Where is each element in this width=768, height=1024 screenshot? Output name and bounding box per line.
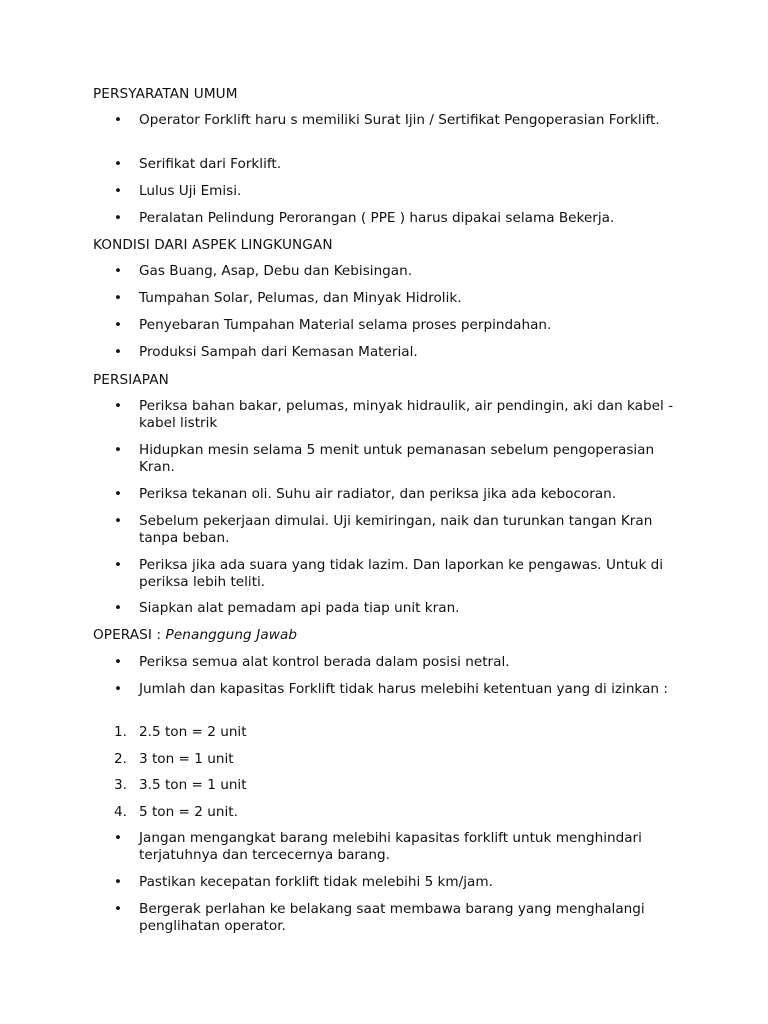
section-heading <box>93 627 297 644</box>
bullet-icon: • <box>114 156 123 172</box>
bullet-icon: • <box>114 183 123 199</box>
list-item-text: Gas Buang, Asap, Debu dan Kebisingan. <box>139 263 413 279</box>
list-item-text: Operator Forklift haru s memiliki Surat Ijin / Sertifikat Pengoperasian Forklift. <box>139 112 660 128</box>
item-number: 1. <box>114 724 127 740</box>
bullet-icon: • <box>114 290 123 306</box>
section-heading-label: OPERASI : <box>93 627 162 643</box>
bullet-icon: • <box>114 901 123 917</box>
bullet-icon: • <box>114 654 123 670</box>
section-heading-emphasis: Penanggung Jawab <box>165 627 298 643</box>
numbered-item-text: 2.5 ton = 2 unit <box>139 724 247 740</box>
numbered-item-text: 3 ton = 1 unit <box>139 751 234 767</box>
list-item-text: Periksa tekanan oli. Suhu air radiator, dan periksa jika ada kebocoran. <box>139 486 617 502</box>
list-item-text: Bergerak perlahan ke belakang saat membawa barang yang menghalangi penglihatan operator. <box>139 901 645 934</box>
list-item-text: Periksa bahan bakar, pelumas, minyak hidraulik, air pendingin, aki dan kabel - kabel listrik <box>139 398 674 431</box>
list-item-text: Jangan mengangkat barang melebihi kapasitas forklift untuk menghindari terjatuhnya dan tercecernya barang. <box>139 830 642 863</box>
item-number: 4. <box>114 804 127 820</box>
bullet-icon: • <box>114 344 123 360</box>
bullet-icon: • <box>114 513 123 529</box>
bullet-icon: • <box>114 486 123 502</box>
list-item-text: Lulus Uji Emisi. <box>139 183 242 199</box>
bullet-icon: • <box>114 398 123 414</box>
item-number: 3. <box>114 777 127 793</box>
numbered-item-text: 5 ton = 2 unit. <box>139 804 238 820</box>
item-number: 2. <box>114 751 127 767</box>
section-heading: KONDISI DARI ASPEK LINGKUNGAN <box>93 237 333 253</box>
list-item-text: Hidupkan mesin selama 5 menit untuk pemanasan sebelum pengoperasian Kran. <box>139 442 655 475</box>
list-item-text: Periksa jika ada suara yang tidak lazim. Dan laporkan ke pengawas. Untuk di periksa lebih teliti. <box>139 557 664 590</box>
list-item-text: Tumpahan Solar, Pelumas, dan Minyak Hidrolik. <box>139 290 462 306</box>
bullet-icon: • <box>114 830 123 846</box>
list-item-text: Peralatan Pelindung Perorangan ( PPE ) harus dipakai selama Bekerja. <box>139 210 615 226</box>
bullet-icon: • <box>114 317 123 333</box>
bullet-icon: • <box>114 681 123 697</box>
list-item-text: Jumlah dan kapasitas Forklift tidak harus melebihi ketentuan yang di izinkan : <box>139 681 668 697</box>
bullet-icon: • <box>114 442 123 458</box>
list-item-text: Serifikat dari Forklift. <box>139 156 282 172</box>
list-item-text: Pastikan kecepatan forklift tidak melebihi 5 km/jam. <box>139 874 493 890</box>
list-item-text: Produksi Sampah dari Kemasan Material. <box>139 344 418 360</box>
bullet-icon: • <box>114 263 123 279</box>
section-heading: PERSYARATAN UMUM <box>93 86 238 102</box>
bullet-icon: • <box>114 557 123 573</box>
numbered-item-text: 3.5 ton = 1 unit <box>139 777 247 793</box>
list-item-text: Sebelum pekerjaan dimulai. Uji kemiringan, naik dan turunkan tangan Kran tanpa beban. <box>139 513 653 546</box>
list-item-text: Siapkan alat pemadam api pada tiap unit kran. <box>139 600 460 616</box>
bullet-icon: • <box>114 600 123 616</box>
list-item-text: Periksa semua alat kontrol berada dalam posisi netral. <box>139 654 510 670</box>
bullet-icon: • <box>114 210 123 226</box>
list-item-text: Penyebaran Tumpahan Material selama proses perpindahan. <box>139 317 552 333</box>
bullet-icon: • <box>114 112 123 128</box>
bullet-icon: • <box>114 874 123 890</box>
section-heading: PERSIAPAN <box>93 372 169 388</box>
